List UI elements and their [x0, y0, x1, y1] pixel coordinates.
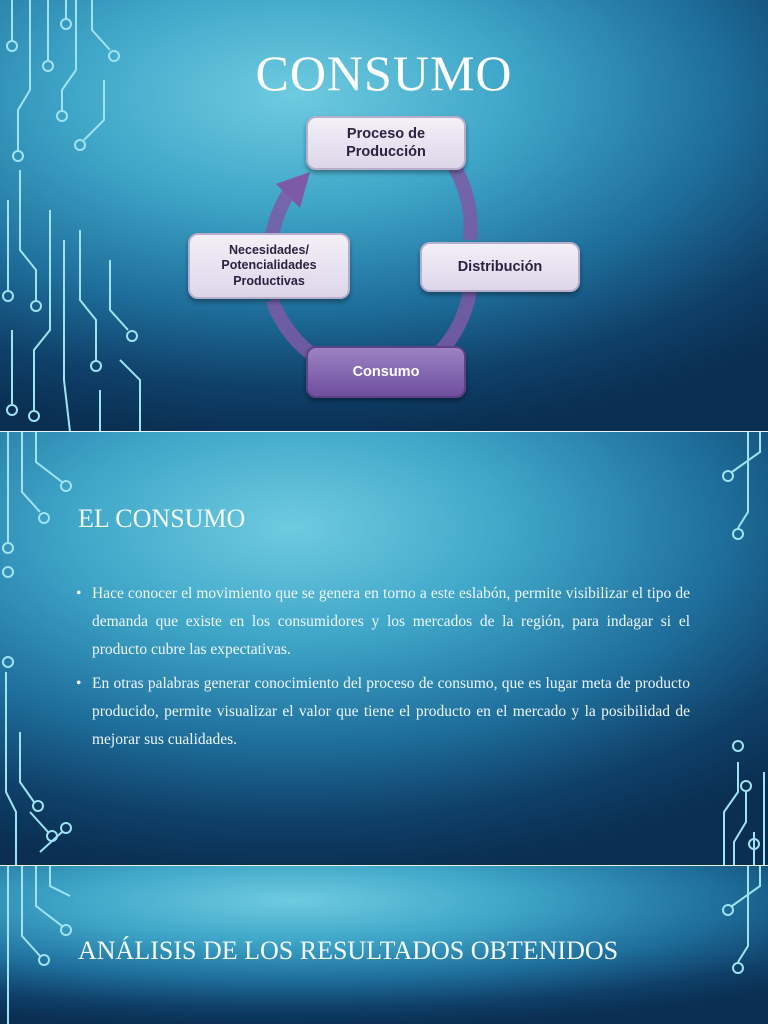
bullet-item: • Hace conocer el movimiento que se genera en torno a este eslabón, permite visibilizar el tipo de demanda que existe en los consumidores y los mercados de la región, para indagar si el producto cubre las expectativas. [76, 580, 690, 664]
section-title: ANÁLISIS DE LOS RESULTADOS OBTENIDOS [78, 936, 619, 965]
node-distribucion: Distribución [420, 242, 580, 292]
slide-consumo [0, 0, 768, 432]
bullet-list [76, 580, 690, 760]
section-title: EL CONSUMO [78, 504, 246, 533]
bullet-item: • En otras palabras generar conocimiento del proceso de consumo, que es lugar meta de producto producido, permite visualizar el valor que tiene el producto en el mercado y la posibilidad de mejorar sus cualidades. [76, 670, 690, 754]
circuit-decoration-right [688, 432, 768, 866]
slide-el-consumo [0, 432, 768, 866]
circuit-decoration-left [0, 866, 90, 1024]
circuit-decoration-right [688, 866, 768, 1024]
node-proceso-produccion: Proceso de Producción [306, 116, 466, 170]
node-consumo: Consumo [306, 346, 466, 398]
node-necesidades: Necesidades/ Potencialidades Productivas [188, 233, 350, 299]
slide-analisis [0, 866, 768, 1024]
slide-title: CONSUMO [255, 45, 513, 101]
circuit-decoration-left [0, 432, 80, 866]
